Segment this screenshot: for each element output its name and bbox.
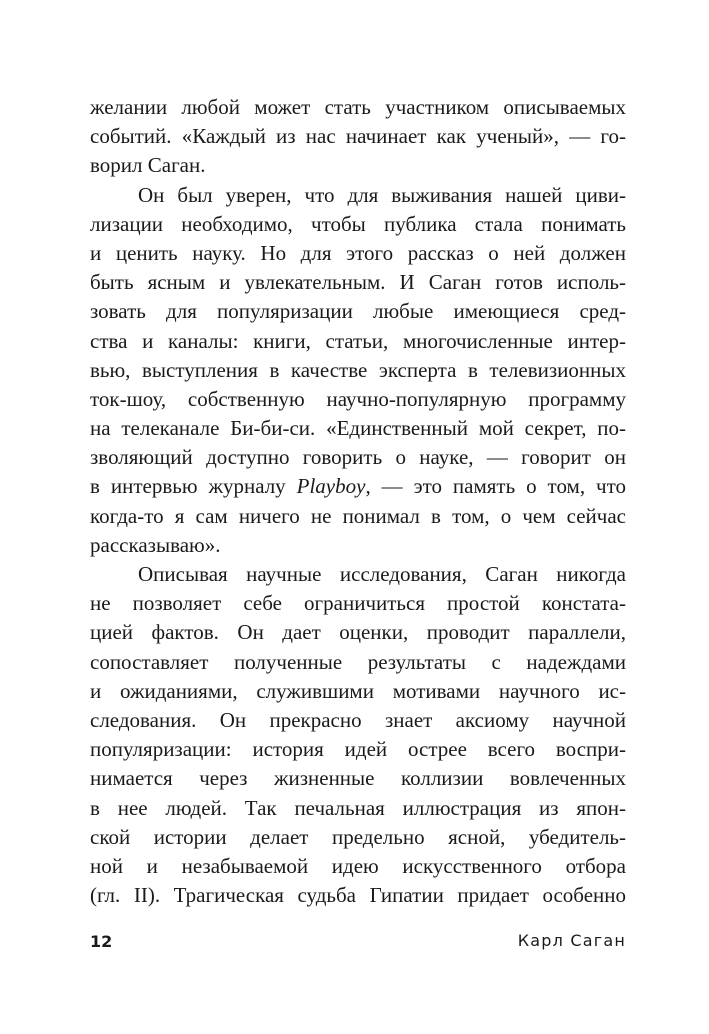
text-line: когда-то я сам ничего не понимал в том, о чем сейчас [90, 503, 626, 528]
text-line: ства и каналы: книги, статьи, многочисленные интер- [90, 328, 626, 353]
running-head-author: Карл Саган [517, 931, 626, 950]
text-line: зволяющий доступно говорить о науке, — говорит он [90, 445, 626, 470]
text-line: нимается через жизненные коллизии вовлеченных [90, 766, 626, 791]
text-line: не позволяет себе ограничиться простой констата- [90, 591, 626, 616]
text-line: ворил Саган. [90, 153, 206, 178]
text-line: вью, выступления в качестве эксперта в телевизионных [90, 357, 626, 382]
text-line: на телеканале Би-би-си. «Единственный мой секрет, по- [90, 416, 626, 441]
page-number: 12 [90, 932, 113, 951]
text-line: цией фактов. Он дает оценки, проводит параллели, [90, 620, 626, 645]
text-line: ток-шоу, собственную научно-популярную программу [90, 386, 626, 411]
text-line: следования. Он прекрасно знает аксиому научной [90, 707, 626, 732]
text-line: зовать для популяризации любые имеющиеся сред- [90, 299, 626, 324]
text-line: рассказываю». [90, 532, 221, 557]
text-line: в нее людей. Так печальная иллюстрация из япон- [90, 795, 626, 820]
text-line: и ожиданиями, служившими мотивами научного ис- [90, 678, 626, 703]
text-line: желании любой может стать участником описываемых [90, 95, 626, 119]
italic-title: Playboy [296, 474, 366, 499]
body-text [90, 93, 626, 910]
text-line: Он был уверен, что для выживания нашей циви- [138, 182, 626, 207]
text-line: ной и незабываемой идею искусственного отбора [90, 853, 626, 878]
text-line: событий. «Каждый из нас начинает как ученый», — го- [90, 124, 626, 149]
text-line: ской истории делает предельно ясной, убедитель- [90, 824, 626, 849]
text-line: быть ясным и увлекательным. И Саган готов исполь- [90, 270, 626, 295]
text-line: популяризации: история идей острее всего воспри- [90, 737, 626, 762]
text-line: (гл. II). Трагическая судьба Гипатии придает особенно [90, 883, 626, 908]
text-line: и ценить науку. Но для этого рассказ о ней должен [90, 240, 626, 265]
text-line: сопоставляет полученные результаты с надеждами [90, 649, 626, 674]
text-line: Описывая научные исследования, Саган никогда [138, 562, 626, 586]
text-line-with-italic: в интервью журналу Playboy, — это память о том, что [90, 474, 626, 499]
text-line: лизации необходимо, чтобы публика стала понимать [90, 211, 626, 236]
